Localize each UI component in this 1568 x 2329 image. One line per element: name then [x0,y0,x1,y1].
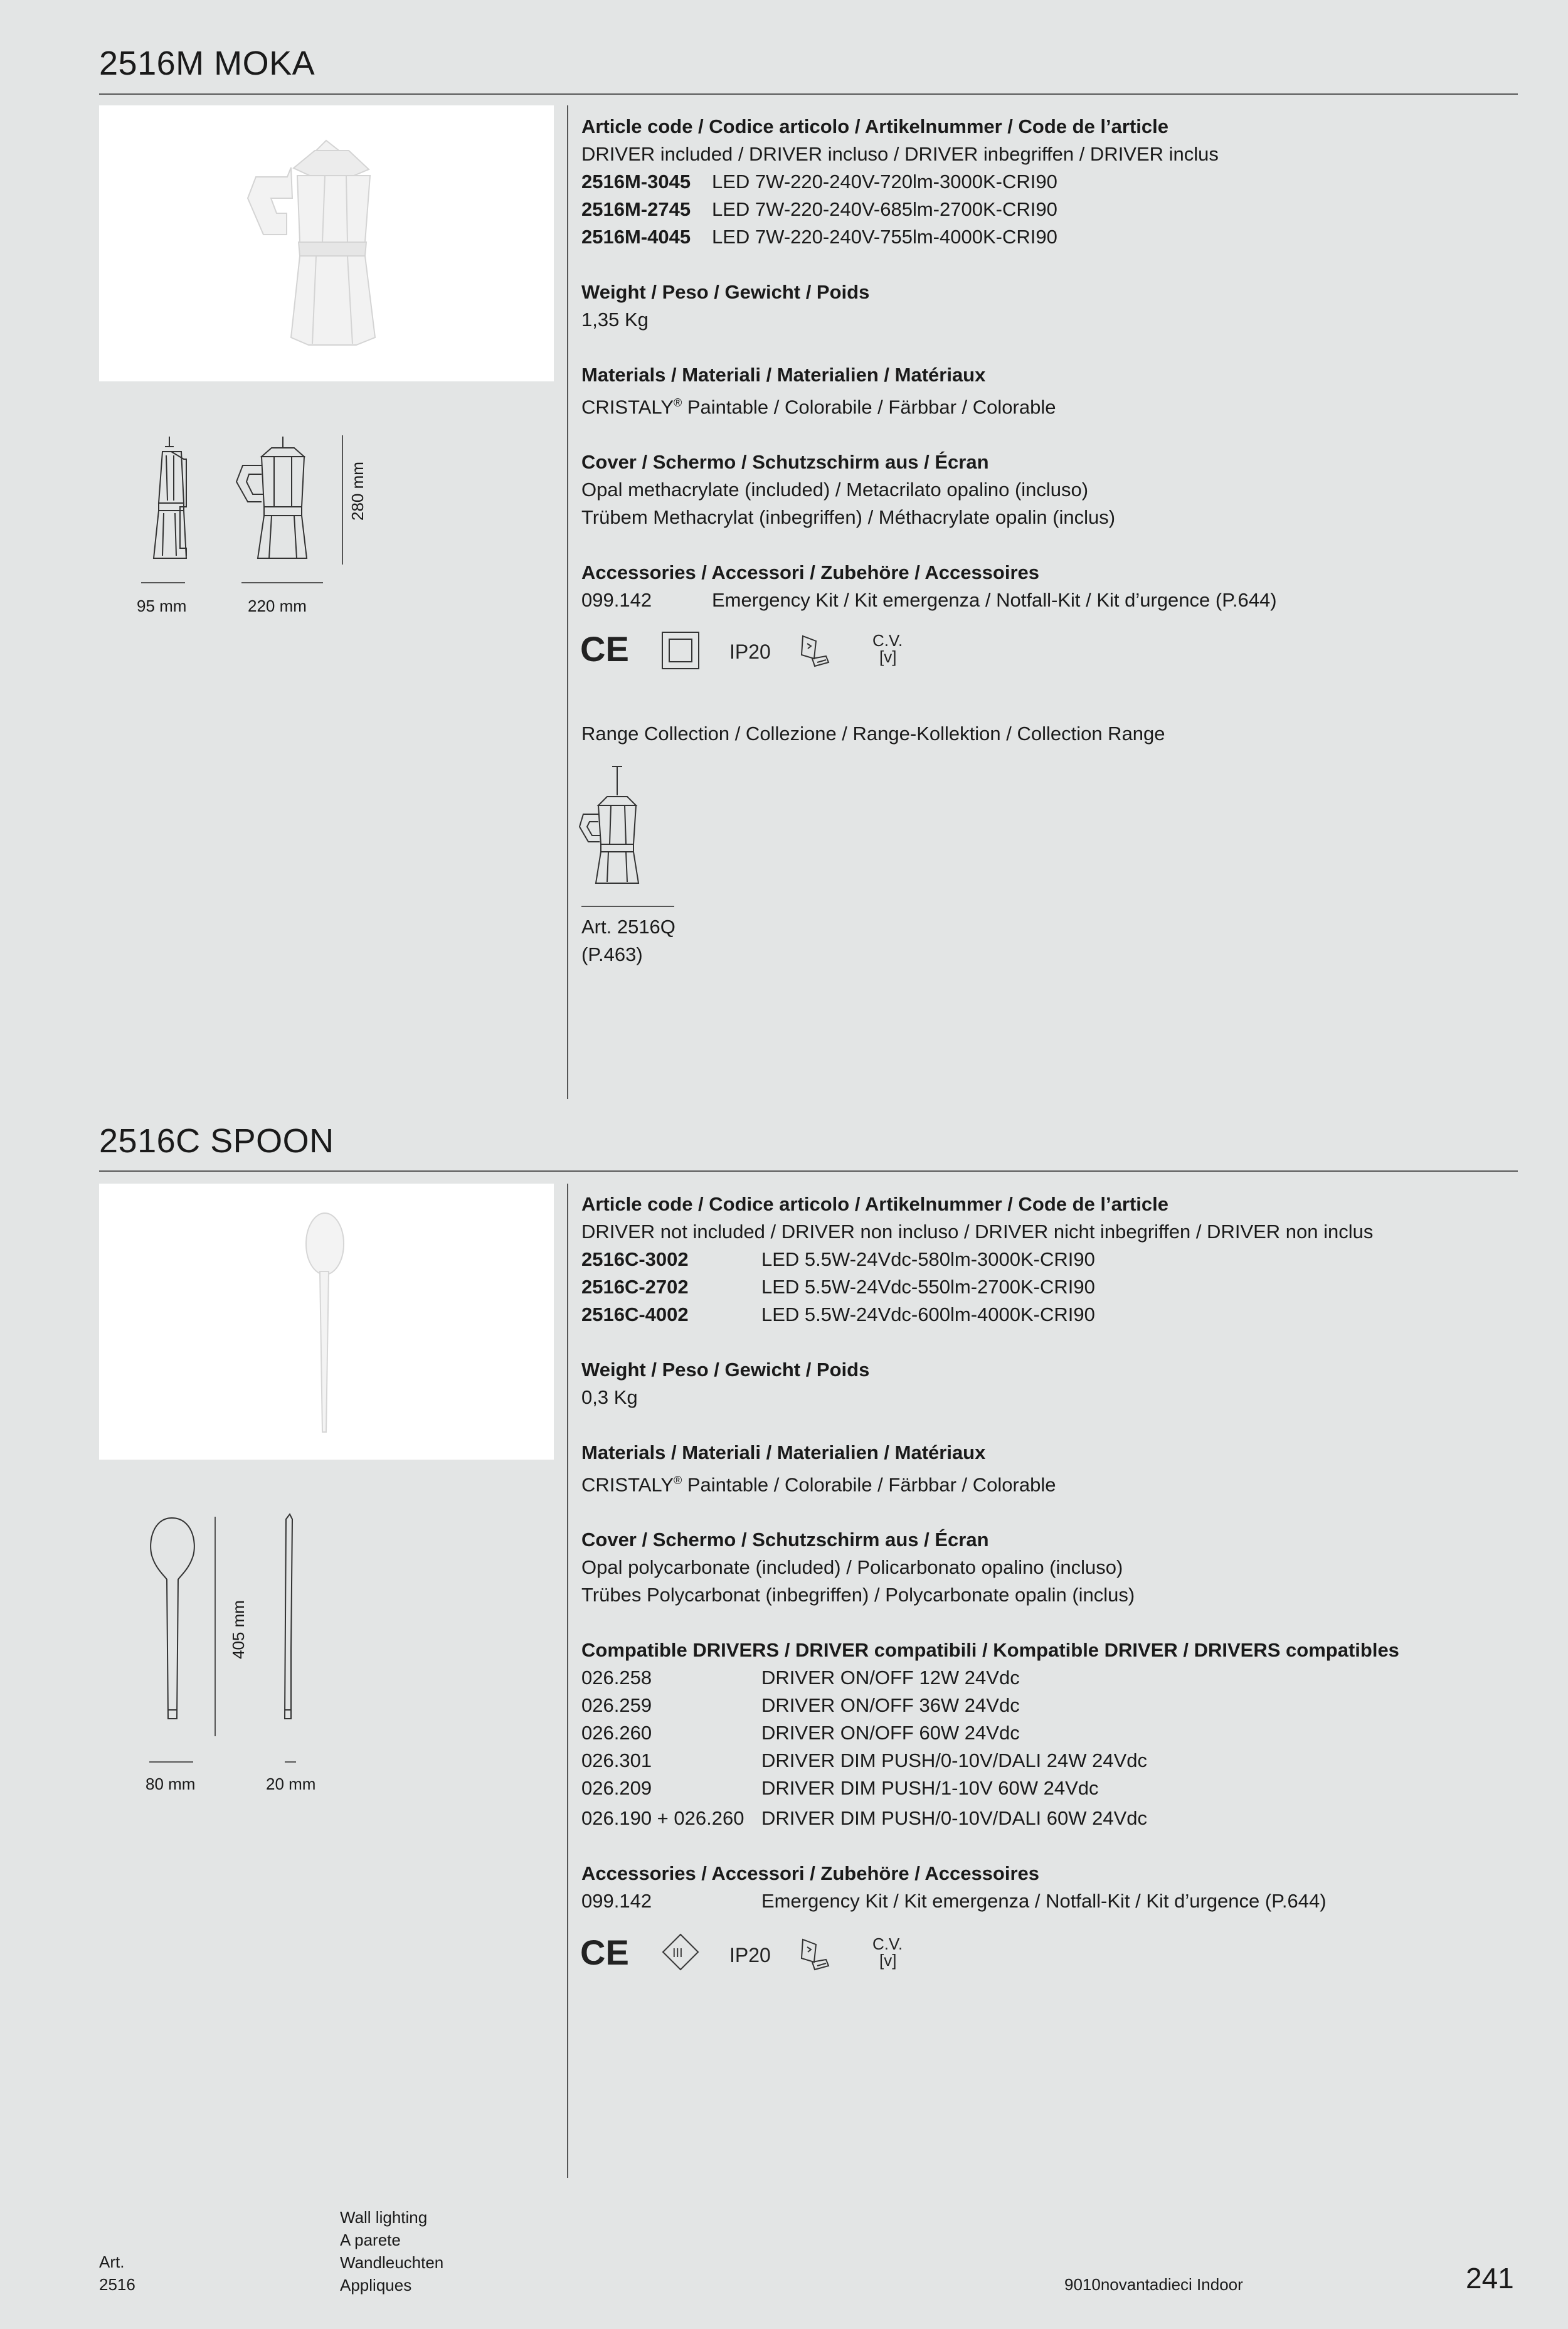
spoon-weight-block [581,1356,1516,1411]
spoon-article-desc: LED 5.5W-24Vdc-580lm-3000K-CRI90 [761,1248,1095,1270]
spoon-width-label: 80 mm [146,1775,196,1793]
spoon-article-desc: LED 5.5W-24Vdc-600lm-4000K-CRI90 [761,1303,1095,1325]
moka-cover-line: Trübem Methacrylat (inbegriffen) / Méthacrylate opalin (inclus) [581,506,1116,529]
footer-category-line: Wandleuchten [340,2253,444,2272]
moka-accessories-block [581,559,1516,614]
moka-dimension-drawing [135,433,373,571]
svg-text:III: III [672,1946,683,1960]
driver-row [581,1747,1516,1775]
spoon-depth-label: 20 mm [266,1775,316,1793]
moka-article-row [581,196,1516,223]
moka-weight-value: 1,35 Kg [581,309,649,331]
driver-desc: DRIVER DIM PUSH/0-10V/DALI 60W 24Vdc [761,1807,1148,1830]
moka-article-row [581,168,1516,196]
spoon-cover-line: Opal polycarbonate (included) / Policarbonato opalino (incluso) [581,1556,1123,1579]
moka-article-block [581,113,1516,251]
footer-article [99,2251,135,2296]
moka-article-code: 2516M-2745 [581,198,691,220]
spoon-article-row [581,1246,1516,1273]
range-article-code: Art. 2516Q [581,916,675,938]
spoon-article-row [581,1273,1516,1301]
driver-row [581,1664,1516,1692]
moka-column-divider [567,105,568,1099]
spoon-column-divider [567,1184,568,2178]
footer-category-line: Wall lighting [340,2208,428,2227]
footer-category-line: A parete [340,2231,401,2249]
moka-width-label: 220 mm [248,597,307,615]
moka-cover-line: Opal methacrylate (included) / Metacrilato opalino (incluso) [581,479,1089,501]
driver-code: 026.301 [581,1749,652,1772]
spoon-article-code: 2516C-4002 [581,1303,689,1325]
footer-article-label: Art. [99,2252,125,2271]
spoon-accessory-code: 099.142 [581,1890,652,1913]
ce-mark-icon [580,629,629,669]
moka-title-rule [99,93,1518,95]
moka-spec-list [581,113,1516,614]
moka-accessory-desc: Emergency Kit / Kit emergenza / Notfall-Kit / Kit d’urgence (P.644) [712,589,1277,612]
moka-materials-heading: Materials / Materiali / Materialien / Matériaux [581,364,986,386]
spoon-materials-text: Paintable / Colorabile / Färbbar / Colorable [682,1473,1056,1496]
driver-desc: DRIVER ON/OFF 12W 24Vdc [761,1667,1020,1689]
cv-sub-label: [v] [879,1951,897,1970]
moka-accessories-heading: Accessories / Accessori / Zubehöre / Accessoires [581,561,1040,584]
spoon-cover-heading: Cover / Schermo / Schutzschirm aus / Écran [581,1529,989,1551]
moka-article-desc: LED 7W-220-240V-685lm-2700K-CRI90 [712,198,1057,220]
range-underline [581,906,674,907]
spoon-weight-value: 0,3 Kg [581,1386,638,1408]
spoon-article-desc: LED 5.5W-24Vdc-550lm-2700K-CRI90 [761,1276,1095,1298]
spoon-accessory-row [581,1887,1516,1915]
class-three-insulation-icon [663,1934,698,1970]
spoon-article-code: 2516C-3002 [581,1248,689,1270]
range-article-text [581,913,675,968]
spoon-product-photo [99,1184,554,1460]
moka-depth-line [141,582,185,583]
driver-code: 026.260 [581,1722,652,1744]
moka-cover-heading: Cover / Schermo / Schutzschirm aus / Écran [581,451,989,474]
spoon-depth-line [285,1761,296,1763]
moka-range-heading: Range Collection / Collezione / Range-Kollektion / Collection Range [581,723,1165,745]
moka-weight-heading: Weight / Peso / Gewicht / Poids [581,281,870,303]
spoon-cover-block [581,1526,1516,1609]
moka-height-label: 280 mm [348,462,367,521]
spoon-drivers-block [581,1637,1516,1832]
moka-accessory-code: 099.142 [581,589,652,612]
driver-code: 026.209 [581,1777,652,1800]
moka-cover-block [581,448,1516,531]
spoon-weight-heading: Weight / Peso / Gewicht / Poids [581,1359,870,1381]
registered-mark: ® [674,396,682,409]
spoon-materials-brand: CRISTALY [581,1473,674,1496]
moka-depth-label: 95 mm [137,597,187,615]
driver-row [581,1719,1516,1747]
moka-materials-text: Paintable / Colorabile / Färbbar / Colorable [682,396,1056,418]
ip20-icon: IP20 [729,640,771,663]
cv-label: C.V. [872,1934,903,1953]
svg-text:CE: CE [580,1933,629,1972]
spoon-title-rule [99,1170,1518,1172]
spoon-accessory-desc: Emergency Kit / Kit emergenza / Notfall-Kit / Kit d’urgence (P.644) [761,1890,1327,1913]
moka-article-desc: LED 7W-220-240V-720lm-3000K-CRI90 [712,171,1057,193]
moka-driver-note: DRIVER included / DRIVER incluso / DRIVER inbegriffen / DRIVER inclus [581,143,1219,165]
registered-mark: ® [674,1474,682,1487]
moka-certification-icons [580,627,919,677]
driver-desc: DRIVER DIM PUSH/1-10V 60W 24Vdc [761,1777,1099,1800]
surface-mounting-icon [802,1939,829,1970]
moka-materials-block [581,361,1516,421]
driver-code: 026.258 [581,1667,652,1689]
svg-text:CE: CE [580,629,629,669]
spoon-cover-line: Trübes Polycarbonat (inbegriffen) / Polycarbonate opalin (inclus) [581,1584,1135,1606]
footer-brand: 9010novantadieci Indoor [1064,2275,1243,2294]
spoon-accessories-heading: Accessories / Accessori / Zubehöre / Accessoires [581,1862,1040,1885]
driver-desc: DRIVER DIM PUSH/0-10V/DALI 24W 24Vdc [761,1749,1148,1772]
spoon-materials-value [581,1467,1516,1499]
moka-accessory-row [581,586,1516,614]
spoon-height-label: 405 mm [229,1600,248,1659]
spoon-article-heading: Article code / Codice articolo / Artikelnummer / Code de l’article [581,1193,1168,1215]
moka-article-code: 2516M-4045 [581,226,691,248]
spoon-drivers-heading: Compatible DRIVERS / DRIVER compatibili / Kompatible DRIVER / DRIVERS compatibles [581,1639,1399,1662]
moka-materials-value [581,389,1516,421]
driver-row [581,1775,1516,1802]
moka-product-photo [99,105,554,381]
moka-article-row [581,223,1516,251]
driver-row [581,1805,1516,1832]
cv-sub-label: [v] [879,647,897,666]
driver-code: 026.190 + 026.260 [581,1807,744,1830]
driver-desc: DRIVER ON/OFF 60W 24Vdc [761,1722,1020,1744]
spoon-height-line [215,1517,216,1736]
spoon-driver-note: DRIVER not included / DRIVER non incluso / DRIVER nicht inbegriffen / DRIVER non inclus [581,1221,1374,1243]
moka-article-desc: LED 7W-220-240V-755lm-4000K-CRI90 [712,226,1057,248]
driver-code: 026.259 [581,1694,652,1717]
range-pendant-drawing [577,764,659,889]
spoon-title: 2516C SPOON [99,1122,334,1160]
footer-category [340,2206,443,2296]
driver-row [581,1692,1516,1719]
spoon-spec-list [581,1191,1516,1915]
range-article-page: (P.463) [581,943,643,965]
moka-article-code: 2516M-3045 [581,171,691,193]
page-number: 241 [1466,2262,1514,2295]
spoon-certification-icons [580,1931,919,1981]
spoon-accessories-block [581,1860,1516,1915]
ip20-icon: IP20 [729,1944,771,1966]
moka-weight-block [581,279,1516,334]
moka-width-line [241,582,323,583]
class-two-insulation-icon [662,632,699,669]
spoon-article-block [581,1191,1516,1329]
spoon-width-line [149,1761,193,1763]
ce-mark-icon [580,1933,629,1972]
cv-label: C.V. [872,631,903,650]
moka-title: 2516M MOKA [99,45,315,82]
spoon-article-code: 2516C-2702 [581,1276,689,1298]
spoon-materials-heading: Materials / Materiali / Materialien / Matériaux [581,1441,986,1463]
moka-article-heading: Article code / Codice articolo / Artikelnummer / Code de l’article [581,115,1168,137]
footer-category-line: Appliques [340,2276,412,2295]
moka-materials-brand: CRISTALY [581,396,674,418]
driver-desc: DRIVER ON/OFF 36W 24Vdc [761,1694,1020,1717]
footer-article-code: 2516 [99,2275,135,2294]
surface-mounting-icon [802,636,829,666]
moka-height-line [342,435,343,565]
spoon-materials-block [581,1439,1516,1499]
spoon-article-row [581,1301,1516,1329]
